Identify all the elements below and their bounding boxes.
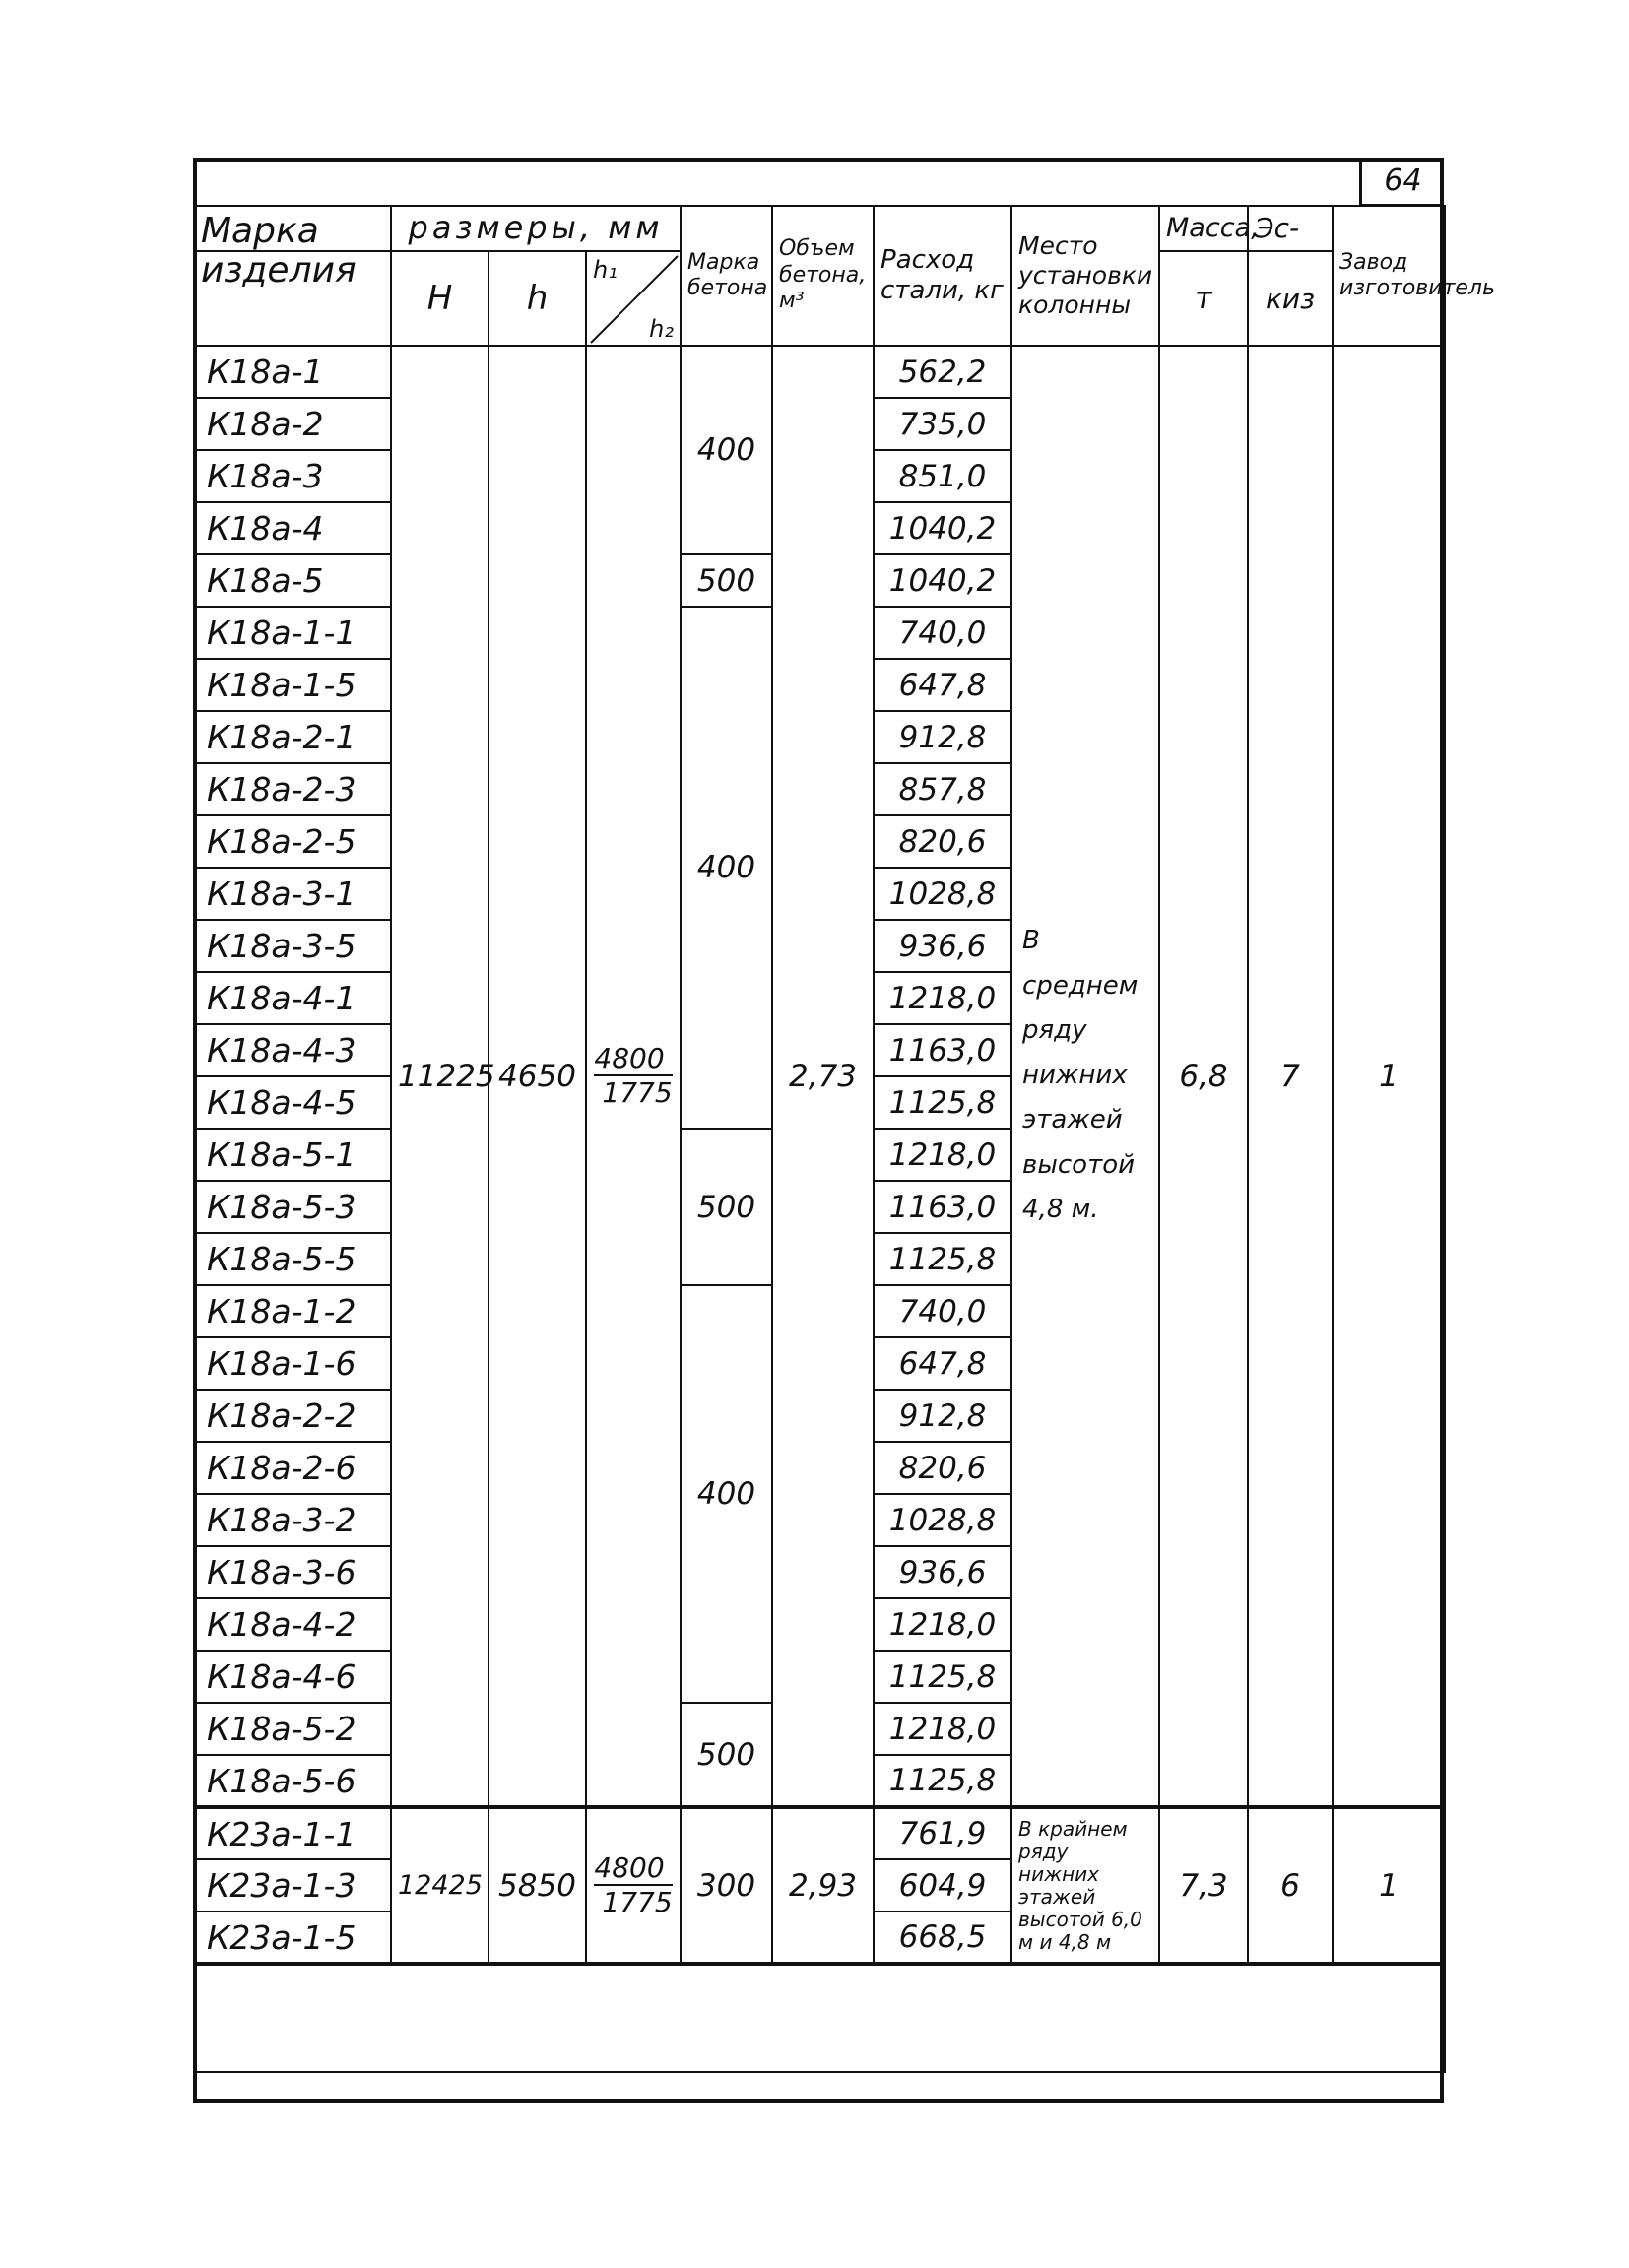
header-h1: h₁ (593, 256, 618, 284)
row-mark: К18а-5 (194, 554, 391, 607)
row-steel: 936,6 (874, 1546, 1011, 1598)
row-mark: К18а-5-5 (194, 1233, 391, 1285)
header-plant: Завод изготовитель (1333, 206, 1445, 346)
group1-h2: 1775 (602, 1076, 673, 1110)
group1-volume: 2,73 (772, 346, 874, 1807)
header-h2: h₂ (649, 315, 675, 343)
group2-sketch: 6 (1248, 1807, 1333, 1964)
header-h: h (489, 251, 586, 346)
row-mark: К18а-4-6 (194, 1651, 391, 1703)
concrete-block-2: 500 (681, 554, 772, 607)
page-number: 64 (1384, 163, 1422, 198)
page-number-box (1359, 158, 1444, 207)
concrete-block-1: 400 (681, 346, 772, 554)
header-steel-consumption: Расход стали, кг (874, 206, 1011, 346)
row-mark: К18а-2-6 (194, 1442, 391, 1494)
header-row-1 (194, 206, 1445, 251)
row-steel: 1125,8 (874, 1076, 1011, 1129)
row-mark: К18а-4-3 (194, 1024, 391, 1076)
row-mark: К18а-5-6 (194, 1755, 391, 1807)
row-steel: 1028,8 (874, 868, 1011, 920)
row-mark: К18а-3-1 (194, 868, 391, 920)
row-mark: К18а-5-3 (194, 1181, 391, 1233)
row-steel: 668,5 (874, 1912, 1011, 1964)
header-mark-line1: Марка (194, 206, 391, 251)
row-steel: 1218,0 (874, 1129, 1011, 1181)
row-steel: 740,0 (874, 1285, 1011, 1337)
group2-h2: 1775 (602, 1886, 673, 1919)
row-mark: К18а-5-2 (194, 1703, 391, 1755)
group1-h1-h2 (586, 346, 681, 1807)
header-dimensions: размеры, мм (391, 206, 681, 251)
group2-h: 5850 (489, 1807, 586, 1964)
row-steel: 820,6 (874, 1442, 1011, 1494)
concrete-block-5: 400 (681, 1285, 772, 1703)
group2-plant: 1 (1333, 1807, 1445, 1964)
row-steel: 1218,0 (874, 1703, 1011, 1755)
row-mark: К23а-1-3 (194, 1859, 391, 1912)
header-mark-line2: изделия (194, 251, 391, 346)
row-steel: 761,9 (874, 1807, 1011, 1859)
group2-mass: 7,3 (1159, 1807, 1248, 1964)
row-mark: К18а-2-3 (194, 763, 391, 815)
header-mass-line1: Масса, (1159, 206, 1248, 251)
group2-H: 12425 (391, 1807, 489, 1964)
blank-footer-row (194, 1964, 1445, 2072)
row-steel: 1163,0 (874, 1181, 1011, 1233)
row-steel: 1028,8 (874, 1494, 1011, 1546)
row-mark: К18а-2-2 (194, 1390, 391, 1442)
header-sketch-line1: Эс- (1248, 206, 1333, 251)
group2-h1-h2 (586, 1807, 681, 1964)
blank-footer-cell (194, 1964, 1445, 2072)
concrete-block-4: 500 (681, 1129, 772, 1285)
concrete-block-6: 500 (681, 1703, 772, 1807)
row-mark: К18а-3 (194, 450, 391, 502)
row-steel: 1218,0 (874, 1598, 1011, 1651)
row-steel: 647,8 (874, 1337, 1011, 1390)
group2-h1-h2-fraction (594, 1851, 672, 1919)
row-mark: К18а-1-6 (194, 1337, 391, 1390)
row-steel: 1125,8 (874, 1651, 1011, 1703)
row-mark: К18а-4-2 (194, 1598, 391, 1651)
header-h1-h2 (586, 251, 681, 346)
row-mark: К18а-4-5 (194, 1076, 391, 1129)
row-steel: 936,6 (874, 920, 1011, 972)
header-concrete-grade: Марка бетона (681, 206, 772, 346)
group2-concrete: 300 (681, 1807, 772, 1964)
group2-installation-place: В крайнем ряду нижних этажей высотой 6,0 м и 4,8 м (1011, 1807, 1159, 1964)
row-mark: К18а-1-2 (194, 1285, 391, 1337)
row-steel: 857,8 (874, 763, 1011, 815)
group1-h: 4650 (489, 346, 586, 1807)
row-steel: 647,8 (874, 659, 1011, 711)
group1-mass: 6,8 (1159, 346, 1248, 1807)
group1-sketch: 7 (1248, 346, 1333, 1807)
group1-h1: 4800 (594, 1042, 672, 1077)
row-steel: 1040,2 (874, 502, 1011, 554)
row-mark: К18а-3-2 (194, 1494, 391, 1546)
header-sketch-line2: киз (1248, 251, 1333, 346)
concrete-block-3: 400 (681, 607, 772, 1129)
row-steel: 851,0 (874, 450, 1011, 502)
row-steel: 1163,0 (874, 1024, 1011, 1076)
row-steel: 740,0 (874, 607, 1011, 659)
row-mark: К23а-1-5 (194, 1912, 391, 1964)
row-mark: К18а-1 (194, 346, 391, 398)
row-steel: 912,8 (874, 1390, 1011, 1442)
row-mark: К18а-2-1 (194, 711, 391, 763)
row-steel: 1218,0 (874, 972, 1011, 1024)
group1-h1-h2-fraction (594, 1042, 672, 1110)
header-H: H (391, 251, 489, 346)
header-mass-line2: т (1159, 251, 1248, 346)
header-concrete-volume: Объем бетона, м³ (772, 206, 874, 346)
row-steel: 562,2 (874, 346, 1011, 398)
table-row (194, 346, 1445, 398)
row-steel: 1125,8 (874, 1755, 1011, 1807)
group1-H: 11225 (391, 346, 489, 1807)
row-mark: К18а-2 (194, 398, 391, 450)
row-mark: К18а-4-1 (194, 972, 391, 1024)
row-steel: 912,8 (874, 711, 1011, 763)
group1-plant: 1 (1333, 346, 1445, 1807)
row-mark: К18а-5-1 (194, 1129, 391, 1181)
row-mark: К18а-1-1 (194, 607, 391, 659)
row-mark: К18а-4 (194, 502, 391, 554)
row-mark: К18а-2-5 (194, 815, 391, 868)
row-steel: 1040,2 (874, 554, 1011, 607)
row-mark: К18а-3-5 (194, 920, 391, 972)
group2-h1: 4800 (594, 1851, 672, 1887)
row-steel: 735,0 (874, 398, 1011, 450)
row-mark: К18а-3-6 (194, 1546, 391, 1598)
columns-specification-table (193, 205, 1495, 2073)
header-installation-place: Место установки колонны (1011, 206, 1159, 346)
group1-installation-place: В среднем ряду нижних этажей высотой 4,8 м. (1011, 346, 1159, 1807)
row-mark: К18а-1-5 (194, 659, 391, 711)
row-steel: 1125,8 (874, 1233, 1011, 1285)
row-mark: К23а-1-1 (194, 1807, 391, 1859)
row-steel: 820,6 (874, 815, 1011, 868)
group2-volume: 2,93 (772, 1807, 874, 1964)
row-steel: 604,9 (874, 1859, 1011, 1912)
table-row (194, 1807, 1445, 1859)
